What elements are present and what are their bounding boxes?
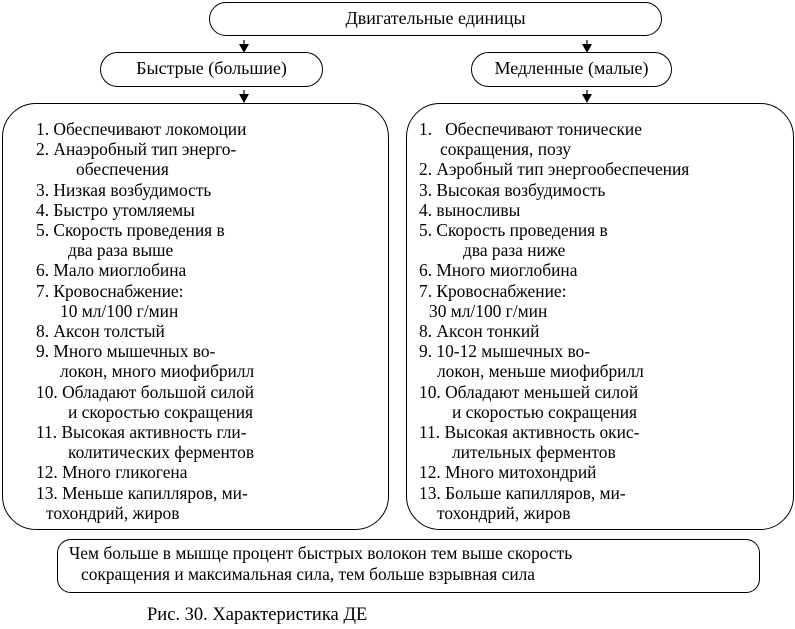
motor-units-title: Двигательные единицы <box>345 8 526 28</box>
list-item: 10. Обладают меньшей силой <box>419 381 639 402</box>
conclusion-note-box <box>57 539 760 593</box>
list-item: 8. Аксон толстый <box>36 321 165 342</box>
list-item: обеспечения <box>76 159 169 180</box>
list-item: 1. Обеспечивают тонические <box>419 119 642 139</box>
slow-units-title: Медленные (малые) <box>494 58 649 78</box>
conclusion-line-1: Чем больше в мышце процент быстрых волокон тем выше скорость <box>69 543 573 563</box>
list-item: 3. Низкая возбудимость <box>36 179 212 200</box>
list-item: 7. Кровоснабжение: <box>36 280 184 301</box>
list-item: 9. Много мышечных во- <box>36 341 216 362</box>
list-item: 7. Кровоснабжение: <box>419 280 567 301</box>
list-item: 13. Меньше капилляров, ми- <box>36 482 248 503</box>
list-item: 4. выносливы <box>419 199 521 220</box>
list-item: 5. Скорость проведения в <box>36 220 225 241</box>
list-item: 13. Больше капилляров, ми- <box>419 482 626 503</box>
slow-units-box <box>471 52 672 87</box>
list-item: 30 мл/100 г/мин <box>429 300 548 321</box>
figure-caption: Рис. 30. Характеристика ДЕ <box>147 605 368 625</box>
slow-characteristics-panel <box>406 103 794 530</box>
list-item: тохондрий, жиров <box>46 502 180 523</box>
motor-units-box <box>209 2 662 36</box>
list-item: 5. Скорость проведения в <box>419 220 608 241</box>
list-item: 8. Аксон тонкий <box>419 321 540 342</box>
list-item: 2. Анаэробный тип энерго- <box>36 139 237 160</box>
fast-units-box <box>100 52 323 87</box>
arrow-down-icon <box>581 90 593 104</box>
list-item: лительных ферментов <box>452 442 616 463</box>
arrow-down-icon <box>238 90 250 104</box>
list-item: 11. Высокая активность гли- <box>36 422 247 443</box>
list-item: два раза ниже <box>463 240 566 261</box>
list-item: и скоростью сокращения <box>68 401 254 422</box>
list-item: 1. Обеспечивают локомоции <box>36 119 247 139</box>
list-item: 4. Быстро утомляемы <box>36 199 195 220</box>
conclusion-line-2: сокращения и максимальная сила, тем больше взрывная сила <box>81 564 536 584</box>
list-item: 3. Высокая возбудимость <box>419 179 606 200</box>
list-item: 12. Много митохондрий <box>419 462 597 483</box>
list-item: 10 мл/100 г/мин <box>60 300 179 321</box>
fast-characteristics-list <box>3 119 388 523</box>
list-item: 2. Аэробный тип энергообеспечения <box>419 159 690 180</box>
list-item: 6. Много миоглобина <box>419 260 578 281</box>
list-item: два раза выше <box>68 240 174 261</box>
list-item: тохондрий, жиров <box>437 502 571 523</box>
list-item: локон, меньше миофибрилл <box>437 361 644 382</box>
list-item: 11. Высокая активность окис- <box>419 422 640 443</box>
list-item: 12. Много гликогена <box>36 462 188 483</box>
fast-units-title: Быстрые (большие) <box>136 58 287 78</box>
list-item: 10. Обладают большой силой <box>36 381 255 402</box>
list-item: локон, много миофибрилл <box>60 361 255 382</box>
fast-characteristics-panel <box>2 103 389 530</box>
list-item: 6. Мало миоглобина <box>36 260 187 281</box>
slow-characteristics-list <box>407 119 793 523</box>
list-item: и скоростью сокращения <box>452 401 638 422</box>
list-item: колитических ферментов <box>68 442 255 463</box>
list-item: сокращения, позу <box>440 139 571 160</box>
list-item: 9. 10-12 мышечных во- <box>419 341 591 362</box>
